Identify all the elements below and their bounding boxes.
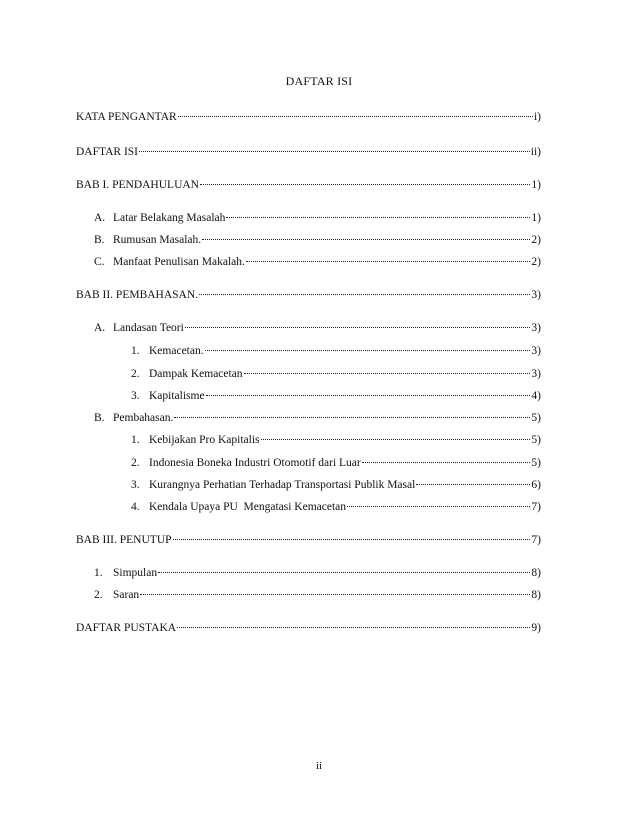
toc-entry-label: Dampak Kemacetan [149,368,243,380]
toc-entry-saran [94,587,541,603]
toc-entry-label: KATA PENGANTAR [76,111,177,123]
toc-entry-simpulan [94,565,541,581]
toc-entry-dampak-kemacetan [131,366,541,382]
toc-entry-label: Saran [113,589,140,601]
toc-entry-page: 6) [531,479,541,491]
page-title: DAFTAR ISI [285,74,353,88]
dot-leader [185,327,531,328]
toc-entry-page: 3) [531,345,541,357]
toc-entry-label: Indonesia Boneka Industri Otomotif dari Luar [149,457,361,469]
toc-entry-label: Latar Belakang Masalah [113,212,226,224]
toc-entry-page: 3) [531,289,541,301]
toc-entry-kapitalisme [131,388,541,404]
dot-leader [205,350,531,351]
toc-entry-kemacetan [131,343,541,359]
toc-entry-label: Kendala Upaya PU Mengatasi Kemacetan [149,501,347,513]
toc-entry-bab-3 [76,532,541,548]
toc-entry-page: 5) [531,457,541,469]
toc-entry-label: Landasan Teori [113,322,184,334]
dot-leader [200,184,530,185]
toc-entry-bab-1 [76,177,541,193]
dot-leader [158,572,530,573]
dot-leader [244,373,531,374]
toc-entry-landasan-teori [94,320,541,336]
toc-entry-rumusan-masalah [94,232,541,248]
toc-entry-page: 8) [531,589,541,601]
toc-entry-label: BAB III. PENUTUP [76,534,172,546]
dot-leader [140,594,530,595]
dot-leader [347,506,530,507]
toc-entry-daftar-pustaka [76,620,541,636]
toc-entry-number: B. [94,234,105,246]
toc-entry-number: 1. [131,345,140,357]
toc-entry-label: Kemacetan. [149,345,204,357]
toc-entry-bab-2 [76,287,541,303]
dot-leader [206,395,531,396]
toc-entry-label: Manfaat Penulisan Makalah. [113,256,245,268]
toc-entry-page: 4) [531,390,541,402]
dot-leader [199,294,530,295]
dot-leader [202,239,530,240]
toc-entry-kendala-upaya [131,499,541,515]
toc-entry-page: 2) [531,256,541,268]
dot-leader [362,462,531,463]
toc-entry-number: 3. [131,390,140,402]
toc-entry-kurangnya-perhatian [131,477,541,493]
toc-entry-pembahasan [94,410,541,426]
toc-entry-number: 2. [131,368,140,380]
dot-leader [173,539,531,540]
toc-entry-page: 3) [531,368,541,380]
toc-entry-number: 3. [131,479,140,491]
toc-entry-page: ii) [530,146,541,158]
toc-entry-manfaat-penulisan [94,254,541,270]
toc-entry-page: 7) [531,534,541,546]
toc-entry-page: 2) [531,234,541,246]
toc-entry-label: BAB II. PEMBAHASAN. [76,289,199,301]
toc-entry-number: 4. [131,501,140,513]
toc-entry-label: DAFTAR ISI [76,146,139,158]
toc-entry-label: Rumusan Masalah. [113,234,202,246]
dot-leader [246,261,531,262]
dot-leader [226,217,530,218]
toc-entry-label: BAB I. PENDAHULUAN [76,179,199,191]
dot-leader [416,484,530,485]
toc-entry-page: 5) [531,412,541,424]
toc-entry-page: 8) [531,567,541,579]
toc-entry-kebijakan-pro-kapitalis [131,432,541,448]
toc-entry-page: 7) [531,501,541,513]
toc-entry-number: A. [94,212,106,224]
toc-entry-number: 1. [94,567,103,579]
toc-entry-label: DAFTAR PUSTAKA [76,622,177,634]
dot-leader [177,627,530,628]
toc-entry-page: 3) [531,322,541,334]
toc-entry-label: Simpulan [113,567,158,579]
toc-entry-page: 1) [531,179,541,191]
dot-leader [261,439,531,440]
toc-entry-page: 1) [531,212,541,224]
toc-entry-label: Kapitalisme [149,390,205,402]
toc-entry-label: Pembahasan. [113,412,174,424]
dot-leader [174,417,530,418]
toc-entry-page: i) [533,111,541,123]
dot-leader [178,116,533,117]
toc-entry-number: A. [94,322,106,334]
toc-entry-number: 2. [94,589,103,601]
toc-entry-number: 2. [131,457,140,469]
toc-entry-page: 9) [531,622,541,634]
toc-entry-page: 5) [531,434,541,446]
toc-entry-indonesia-boneka [131,455,541,471]
toc-entry-latar-belakang [94,210,541,226]
toc-entry-number: 1. [131,434,140,446]
toc-entry-label: Kebijakan Pro Kapitalis [149,434,260,446]
toc-entry-number: B. [94,412,105,424]
toc-entry-label: Kurangnya Perhatian Terhadap Transportasi Publik Masal [149,479,416,491]
dot-leader [139,151,530,152]
page-number: ii [315,760,323,772]
toc-entry-number: C. [94,256,105,268]
toc-entry-daftar-isi [76,144,541,160]
toc-entry-kata-pengantar [76,109,541,125]
